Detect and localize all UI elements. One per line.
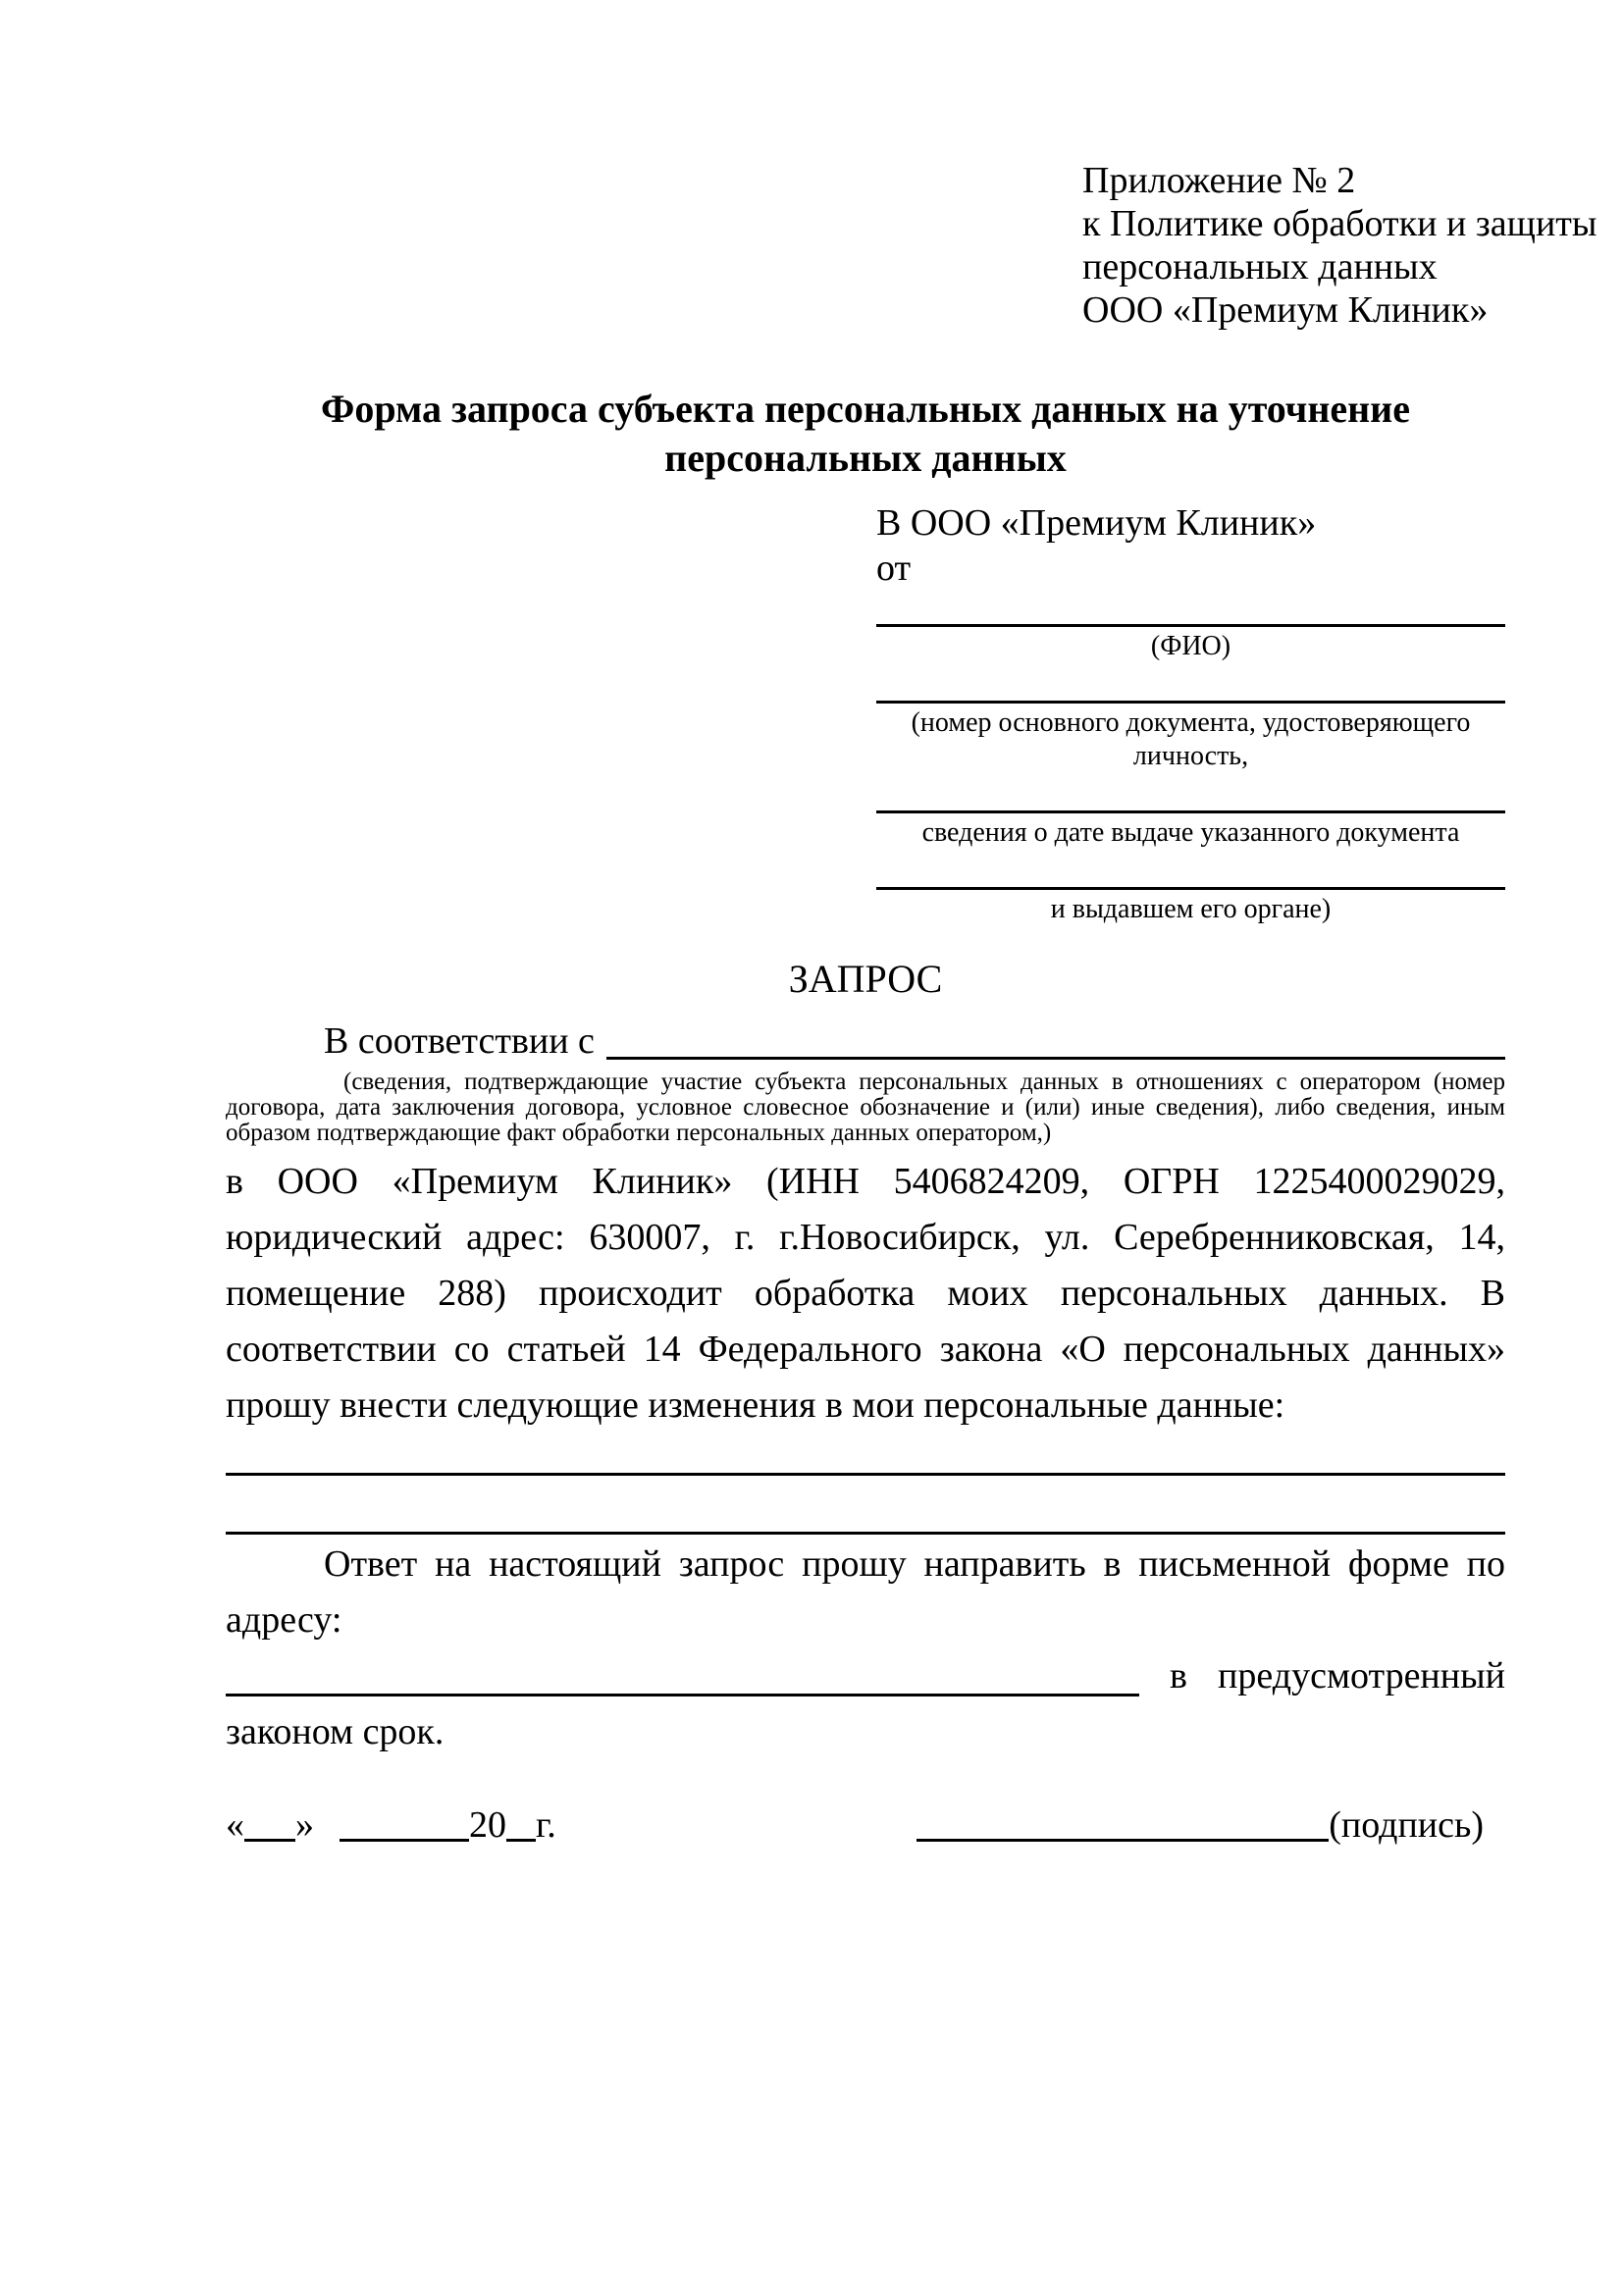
year-field-line[interactable]	[506, 1833, 536, 1842]
response-word-stipulated: предусмотренный	[1218, 1655, 1505, 1696]
changes-field-line-1[interactable]	[226, 1434, 1505, 1476]
appendix-line: ООО «Премиум Клиник»	[1082, 289, 1489, 331]
date-signature-row	[226, 1801, 1505, 1849]
addressee-from-label: от	[876, 548, 912, 589]
issuing-authority-field-line[interactable]	[876, 854, 1505, 890]
year-suffix: г.	[536, 1804, 556, 1846]
day-field-line[interactable]	[244, 1833, 295, 1842]
signature-field-line[interactable]	[916, 1833, 1329, 1842]
issue-date-field-line[interactable]	[876, 777, 1505, 813]
request-heading: ЗАПРОС	[788, 957, 943, 1001]
response-line-2	[226, 1648, 1505, 1704]
signature-caption: (подпись)	[1329, 1804, 1484, 1846]
issuing-authority-field-caption: и выдавшем его органе)	[1050, 894, 1332, 924]
response-word-in: в	[1170, 1655, 1187, 1696]
appendix-line: Приложение № 2	[1082, 160, 1356, 201]
appendix-block	[1082, 159, 1597, 332]
addressee-block	[876, 500, 1505, 926]
address-field-line[interactable]	[226, 1694, 1139, 1696]
appendix-line: персональных данных	[1082, 246, 1438, 287]
document-number-field-line[interactable]	[876, 667, 1505, 704]
appendix-line: к Политике обработки и защиты	[1082, 203, 1597, 244]
response-line-1: Ответ на настоящий запрос прошу направить в письменной форме по адресу:	[226, 1543, 1505, 1641]
year-prefix: 20	[469, 1804, 506, 1846]
document-number-field-caption: (номер основного документа, удостоверяющего личность,	[911, 707, 1471, 771]
body-paragraph: в ООО «Премиум Клиник» (ИНН 5406824209, ОГРН 1225400029029, юридический адрес: 630007, г. г.Новосибирск, ул. Серебренниковская, 14, помещение 288) происходит обработка моих персональных данных. В соответствии со статьей 14 Федерального закона «О персональных данных» прошу внести следующие изменения в мои персональные данные:	[226, 1161, 1505, 1426]
fio-field-caption: (ФИО)	[1150, 631, 1231, 661]
date-group	[226, 1801, 556, 1849]
issue-date-field-caption: сведения о дате выдаче указанного документа	[921, 817, 1460, 848]
intro-caption: (сведения, подтверждающие участие субъекта персональных данных в отношениях с оператором (номер договора, дата заключения договора, условное словесное обозначение и (или) иные сведения), либо сведения, иным образом подтверждающие факт обработки персональных данных оператором,)	[226, 1069, 1505, 1146]
addressee-to: В ООО «Премиум Клиник»	[876, 502, 1317, 544]
quote-open: «	[226, 1804, 244, 1846]
fio-field-line[interactable]	[876, 591, 1505, 627]
document-title-line: Форма запроса субъекта персональных данных на уточнение	[321, 387, 1410, 431]
document-title	[226, 385, 1505, 483]
month-field-line[interactable]	[340, 1833, 469, 1842]
relation-details-field-line[interactable]	[606, 1057, 1505, 1060]
document-title-line: персональных данных	[664, 436, 1067, 480]
quote-close: »	[295, 1804, 314, 1846]
response-line-3: законом срок.	[226, 1711, 445, 1752]
intro-prefix: В соответствии с	[324, 1020, 595, 1062]
intro-row	[226, 1017, 1505, 1066]
signature-group	[916, 1801, 1484, 1849]
changes-field-line-2[interactable]	[226, 1476, 1505, 1535]
